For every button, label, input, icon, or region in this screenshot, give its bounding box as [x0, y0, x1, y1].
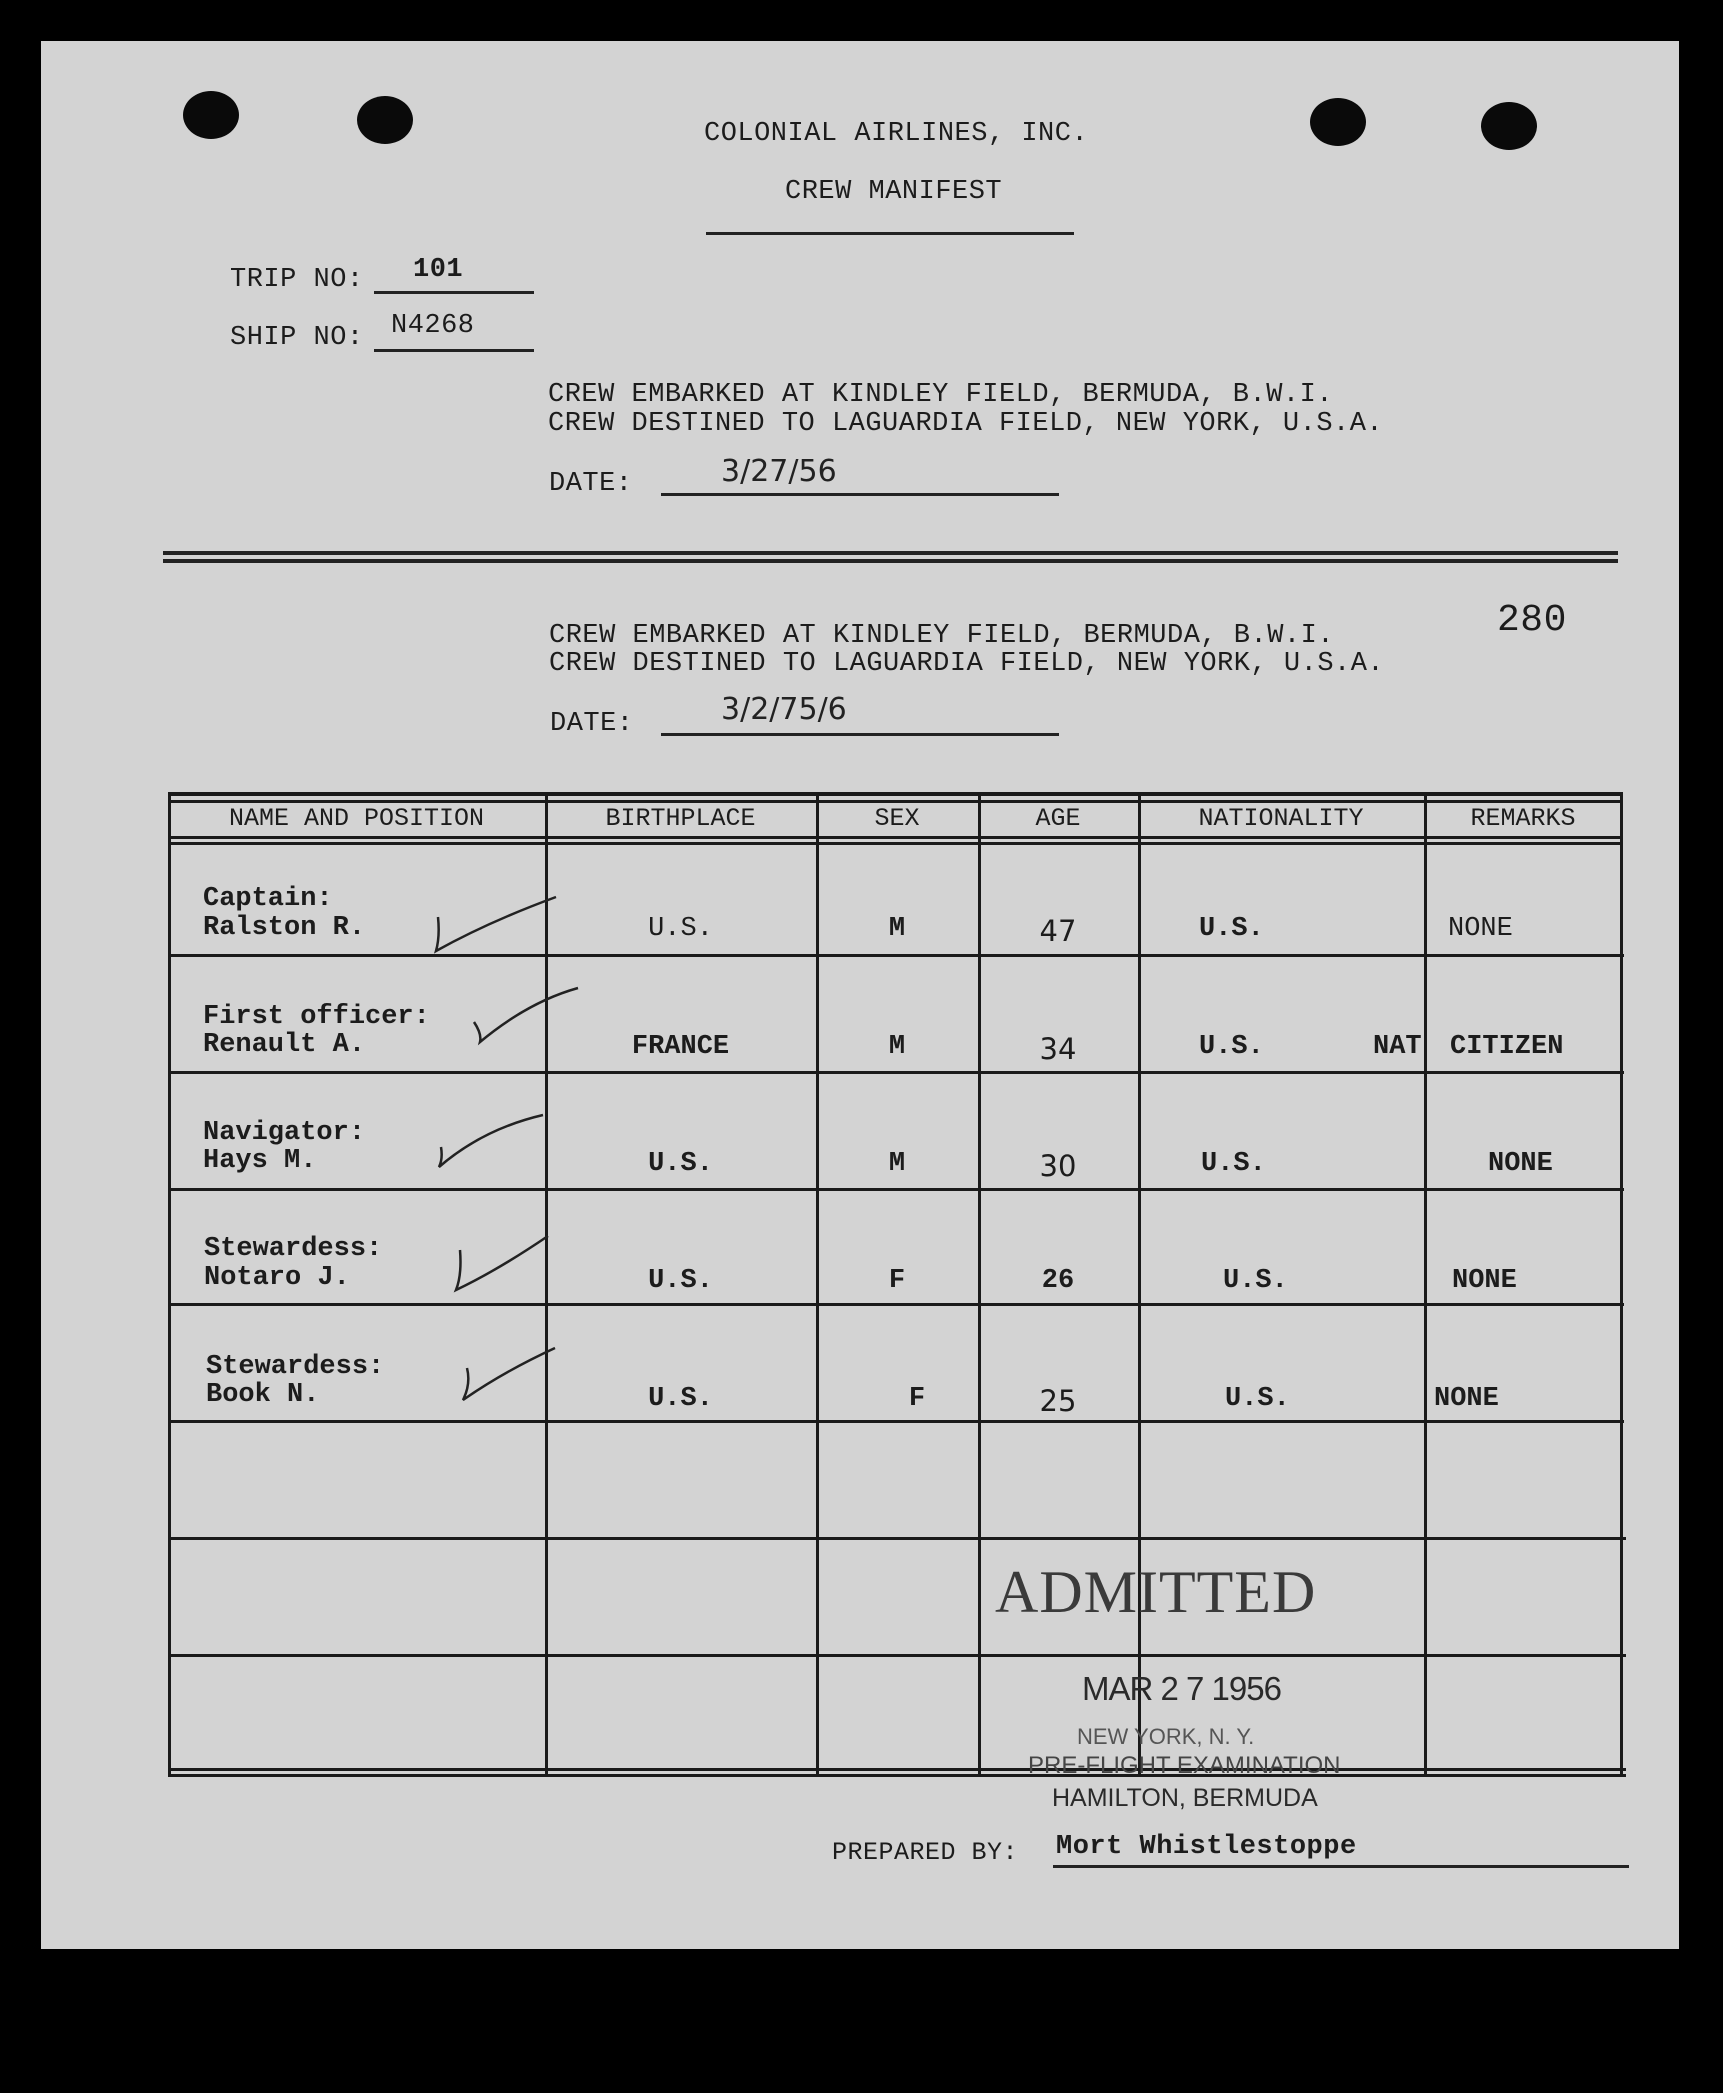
check-mark-5-icon	[453, 1342, 563, 1412]
row1-remarks: NONE	[1448, 914, 1513, 944]
date-value-2: 3/2/75/6	[721, 692, 847, 727]
row4-age: 26	[1041, 1266, 1075, 1296]
check-mark-2-icon	[468, 982, 588, 1052]
row5-position: Stewardess:	[206, 1352, 385, 1382]
trip-underline	[374, 291, 534, 294]
row5-remarks: NONE	[1434, 1384, 1499, 1414]
header-nationality: NATIONALITY	[1198, 804, 1364, 833]
stamp-office: PRE-FLIGHT EXAMINATION	[1028, 1752, 1341, 1779]
row5-age: 25	[1039, 1384, 1077, 1418]
row4-sex: F	[888, 1266, 906, 1296]
section-divider-bottom	[163, 559, 1618, 563]
row4-position: Stewardess:	[204, 1234, 383, 1264]
punch-hole-3	[1310, 98, 1366, 146]
row2-nationality: U.S.	[1199, 1032, 1264, 1062]
embarked-line-1: CREW EMBARKED AT KINDLEY FIELD, BERMUDA, B.W.I.	[548, 380, 1334, 410]
crew-table	[168, 792, 1626, 1777]
row2-age: 34	[1039, 1032, 1077, 1066]
prepared-by-label: PREPARED BY:	[832, 1838, 1019, 1867]
ship-value: N4268	[391, 311, 475, 341]
col-line-5	[1424, 792, 1427, 1777]
prepared-by-underline	[1053, 1865, 1629, 1868]
table-border-bottom-2	[168, 1774, 1626, 1777]
header-age: AGE	[1035, 804, 1081, 833]
row-line-2	[168, 1071, 1624, 1074]
check-mark-3-icon	[433, 1107, 553, 1177]
header-rule-1	[168, 800, 1622, 803]
trip-value: 101	[413, 255, 464, 285]
trip-label: TRIP NO:	[230, 265, 364, 295]
row2-name: Renault A.	[203, 1030, 366, 1060]
row5-nationality: U.S.	[1225, 1384, 1290, 1414]
row4-nationality: U.S.	[1223, 1266, 1288, 1296]
row4-birthplace: U.S.	[648, 1266, 713, 1296]
punch-hole-4	[1481, 102, 1537, 150]
row4-remarks: NONE	[1452, 1266, 1517, 1296]
punch-hole-1	[183, 91, 239, 139]
table-border-top	[168, 792, 1622, 796]
row-line-4	[168, 1303, 1624, 1306]
stamp-date: MAR 2 7 1956	[1082, 1670, 1281, 1707]
stamp-location: HAMILTON, BERMUDA	[1052, 1784, 1318, 1812]
header-rule-3	[168, 842, 1622, 845]
row2-sex: M	[888, 1032, 906, 1062]
embarked-line-2: CREW EMBARKED AT KINDLEY FIELD, BERMUDA, B.W.I.	[549, 621, 1335, 651]
col-line-0	[168, 792, 171, 1777]
check-mark-1-icon	[428, 887, 568, 957]
col-line-4	[1138, 792, 1141, 1777]
ship-label: SHIP NO:	[230, 323, 364, 353]
row3-remarks: NONE	[1488, 1149, 1553, 1179]
date-label-2: DATE:	[550, 709, 634, 739]
company-name: COLONIAL AIRLINES, INC.	[704, 119, 1089, 149]
row3-nationality: U.S.	[1201, 1149, 1266, 1179]
row5-sex: F	[908, 1384, 926, 1414]
stamp-city: NEW YORK, N. Y.	[1077, 1724, 1255, 1749]
ship-underline	[374, 349, 534, 352]
section-divider-top	[163, 551, 1618, 555]
row1-nationality: U.S.	[1199, 914, 1264, 944]
header-sex: SEX	[874, 804, 920, 833]
row5-birthplace: U.S.	[648, 1384, 713, 1414]
row4-name: Notaro J.	[204, 1263, 350, 1293]
row1-sex: M	[888, 914, 906, 944]
row2-remarks: CITIZEN	[1450, 1032, 1564, 1062]
row1-age: 47	[1039, 914, 1077, 948]
date-underline-2	[661, 733, 1059, 736]
title-underline	[706, 232, 1074, 235]
header-birthplace: BIRTHPLACE	[605, 804, 756, 833]
date-underline-1	[661, 493, 1059, 496]
header-name-position: NAME AND POSITION	[228, 804, 485, 833]
row3-sex: M	[888, 1149, 906, 1179]
col-line-6	[1620, 792, 1623, 1777]
header-remarks: REMARKS	[1470, 804, 1576, 833]
date-label-1: DATE:	[549, 469, 633, 499]
row2-nationality-note: NAT	[1373, 1032, 1422, 1062]
destined-line-1: CREW DESTINED TO LAGUARDIA FIELD, NEW YORK, U.S.A.	[548, 409, 1384, 439]
row5-name: Book N.	[206, 1380, 320, 1410]
table-border-bottom-1	[168, 1768, 1626, 1771]
row-line-5	[168, 1420, 1624, 1423]
admitted-stamp: ADMITTED	[995, 1559, 1317, 1625]
row2-birthplace: FRANCE	[631, 1032, 730, 1062]
row1-position: Captain:	[203, 884, 333, 914]
date-value-1: 3/27/56	[721, 454, 837, 489]
punch-hole-2	[357, 96, 413, 144]
row-line-6	[168, 1537, 1626, 1540]
prepared-by-value: Mort Whistlestoppe	[1056, 1832, 1357, 1862]
document-title: CREW MANIFEST	[785, 177, 1003, 207]
row3-name: Hays M.	[203, 1146, 317, 1176]
row3-age: 30	[1039, 1149, 1077, 1183]
row1-name: Ralston R.	[203, 913, 366, 943]
destined-line-2: CREW DESTINED TO LAGUARDIA FIELD, NEW YORK, U.S.A.	[549, 649, 1385, 679]
row3-birthplace: U.S.	[648, 1149, 713, 1179]
row1-birthplace: U.S.	[648, 914, 713, 944]
row-line-3	[168, 1188, 1624, 1191]
header-rule-2	[168, 836, 1622, 839]
row-line-1	[168, 954, 1624, 957]
page-number: 280	[1497, 599, 1567, 642]
row2-position: First officer:	[203, 1002, 430, 1032]
row-line-7	[168, 1654, 1626, 1657]
row3-position: Navigator:	[203, 1118, 366, 1148]
check-mark-4-icon	[448, 1230, 558, 1300]
